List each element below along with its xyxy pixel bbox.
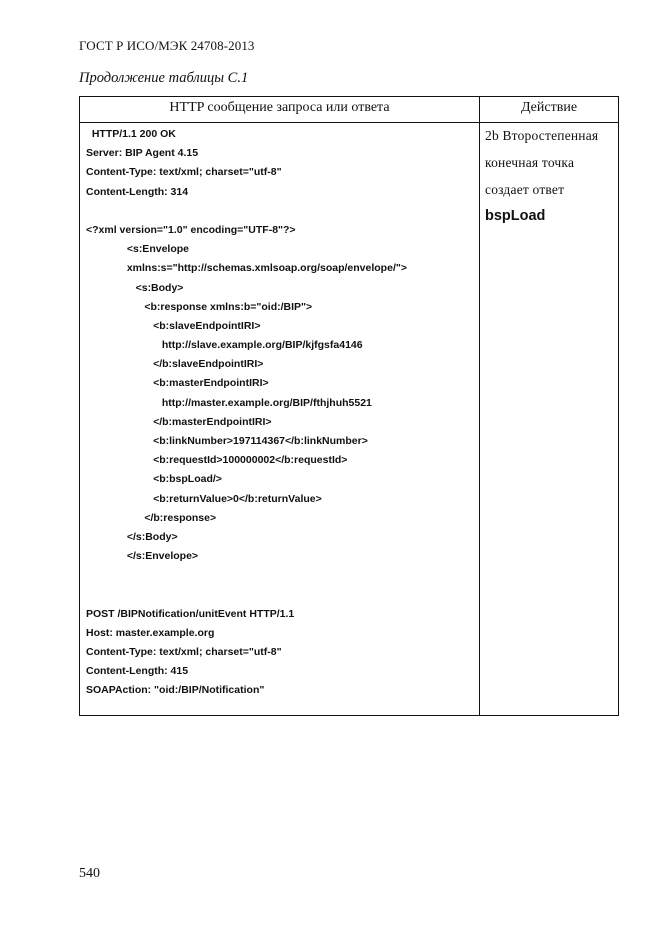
code-line	[86, 566, 476, 585]
code-line: Content-Type: text/xml; charset="utf-8"	[86, 646, 282, 659]
code-line: </s:Body>	[86, 530, 178, 543]
code-line: </s:Envelope>	[86, 550, 199, 563]
code-line: Content-Length: 314	[86, 185, 189, 198]
code-line: POST /BIPNotification/unitEvent HTTP/1.1	[86, 607, 295, 620]
code-line	[86, 202, 476, 221]
code-line: <s:Body>	[86, 281, 184, 294]
column-header-message: HTTP сообщение запроса или ответа	[169, 100, 390, 115]
code-line: Host: master.example.org	[86, 626, 215, 639]
code-line: SOAPAction: "oid:/BIP/Notification"	[86, 684, 265, 697]
action-text-line: создает ответ	[485, 182, 565, 197]
code-line: </b:masterEndpointIRI>	[86, 415, 272, 428]
action-text-line: 2b Второстепенная	[485, 128, 599, 143]
code-line: <b:slaveEndpointIRI>	[86, 319, 261, 332]
code-line: </b:slaveEndpointIRI>	[86, 358, 264, 371]
code-line: <b:response xmlns:b="oid:/BIP">	[86, 300, 313, 313]
table-caption: Продолжение таблицы С.1	[79, 70, 249, 86]
code-line: <?xml version="1.0" encoding="UTF-8"?>	[86, 223, 296, 236]
code-line: Content-Type: text/xml; charset="utf-8"	[86, 166, 282, 179]
code-line: <b:masterEndpointIRI>	[86, 377, 269, 390]
column-divider	[479, 97, 480, 715]
code-line: HTTP/1.1 200 OK	[86, 128, 176, 140]
code-line: Content-Length: 415	[86, 665, 189, 678]
action-keyword: bspLoad	[485, 208, 546, 224]
code-line: Server: BIP Agent 4.15	[86, 147, 199, 160]
http-message-cell	[86, 125, 476, 701]
code-line: </b:response>	[86, 511, 217, 524]
header-row-divider	[80, 122, 618, 123]
code-line: <b:linkNumber>197114367</b:linkNumber>	[86, 435, 368, 447]
code-line: http://master.example.org/BIP/fthjhuh5521	[86, 396, 372, 409]
code-line: http://slave.example.org/BIP/kjfgsfa4146	[86, 339, 363, 352]
code-line	[86, 586, 476, 605]
action-cell	[485, 125, 617, 224]
code-line: <s:Envelope	[86, 243, 189, 256]
action-text-line: конечная точка	[485, 155, 575, 170]
code-line: <b:returnValue>0</b:returnValue>	[86, 492, 322, 505]
page-number: 540	[79, 866, 100, 881]
code-line: <b:requestId>100000002</b:requestId>	[86, 454, 348, 467]
document-standard-header: ГОСТ Р ИСО/МЭК 24708-2013	[79, 38, 255, 53]
code-line: xmlns:s="http://schemas.xmlsoap.org/soap/envelope/">	[86, 262, 407, 275]
column-header-action: Действие	[520, 100, 578, 115]
code-line: <b:bspLoad/>	[86, 473, 222, 486]
message-table	[79, 96, 619, 716]
